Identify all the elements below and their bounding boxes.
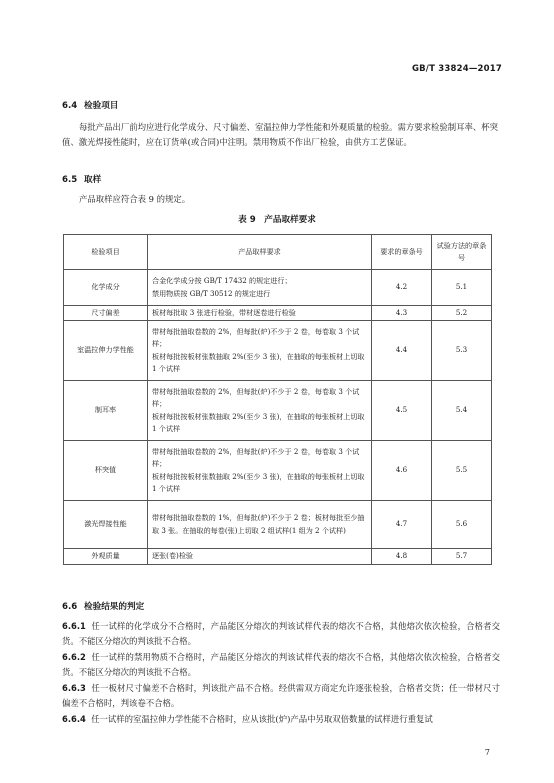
requirement-line: 逐张(卷)检验 (152, 551, 194, 561)
method-cell: 5.3 (432, 321, 492, 381)
clause-cell: 4.8 (372, 549, 432, 565)
requirement-line: 带材每批抽取卷数的 2%，但每批(炉)不少于 2 卷，每卷取 3 个试样； (152, 386, 360, 409)
clause-number: 6.6.3 (62, 683, 86, 693)
page-number: 7 (484, 748, 490, 757)
section-title: 检验项目 (84, 101, 119, 111)
item-cell: 室温拉伸力学性能 (64, 321, 148, 381)
method-cell: 5.2 (432, 306, 492, 321)
clause-cell: 4.5 (372, 381, 432, 441)
requirement-cell (148, 321, 372, 381)
clause-cell: 4.7 (372, 501, 432, 549)
requirement-line: 合金化学成分按 GB/T 17432 的规定进行； (152, 276, 292, 286)
clause-cell: 4.2 (372, 270, 432, 306)
section-6-5-heading (62, 173, 101, 185)
table-row (64, 270, 492, 306)
section-6-4-heading (62, 99, 118, 111)
requirement-cell (148, 381, 372, 441)
section-6-5-text: 产品取样应符合表 9 的规定。 (79, 194, 191, 204)
requirement-line: 板材每批按板材张数抽取 2%(至少 3 张)，在抽取的每张板材上切取 1 个试样 (152, 351, 365, 373)
section-6-6-heading (62, 600, 144, 612)
item-cell: 化学成分 (64, 270, 148, 306)
clause-cell: 4.3 (372, 306, 432, 321)
item-cell: 杯突值 (64, 441, 148, 501)
table-row (64, 381, 492, 441)
method-cell: 5.4 (432, 381, 492, 441)
table-row (64, 321, 492, 381)
table-header-row (64, 235, 492, 270)
section-title: 取样 (84, 175, 102, 185)
requirement-cell (148, 549, 372, 565)
requirement-cell (148, 270, 372, 306)
requirement-line: 带材每批抽取卷数的 2%，但每批(炉)不少于 2 卷，每卷取 3 个试样； (152, 326, 360, 349)
method-cell: 5.1 (432, 270, 492, 306)
clause-cell: 4.6 (372, 441, 432, 501)
table-row (64, 501, 492, 549)
clause-text: 任一试样的禁用物质不合格时，产品能区分熔次的判该试样代表的熔次不合格，其他熔次依次检验，合格者交货。不能区分熔次的判该批不合格。 (62, 652, 500, 677)
clause-number: 6.6.4 (62, 714, 86, 724)
item-cell: 制耳率 (64, 381, 148, 441)
table-caption: 表 9 产品取样要求 (238, 215, 316, 225)
section-number: 6.4 (62, 101, 78, 111)
header-cell: 要求的章条号 (372, 235, 432, 270)
requirement-line: 板材每批按板材张数抽取 2%(至少 3 张)，在抽取的每张板材上切取 1 个试样 (152, 471, 365, 493)
section-title: 检验结果的判定 (84, 602, 145, 612)
clause-text: 任一板材尺寸偏差不合格时，判该批产品不合格。经供需双方商定允许逐张检验，合格者交货；任一带材尺寸偏差不合格时，判该卷不合格。 (62, 683, 500, 708)
clause-text: 任一试样的室温拉伸力学性能不合格时，应从该批(炉)产品中另取双倍数量的试样进行重复试 (91, 714, 433, 724)
method-cell: 5.6 (432, 501, 492, 549)
standard-number: GB/T 33824—2017 (411, 64, 502, 74)
clause-number: 6.6.1 (62, 621, 86, 631)
requirement-cell (148, 501, 372, 549)
requirement-line: 禁用物质按 GB/T 30512 的规定进行 (152, 288, 271, 298)
method-cell: 5.5 (432, 441, 492, 501)
item-cell: 尺寸偏差 (64, 306, 148, 321)
header-cell: 检验项目 (64, 235, 148, 270)
item-cell: 激光焊接性能 (64, 501, 148, 549)
method-cell: 5.7 (432, 549, 492, 565)
table-row (64, 441, 492, 501)
header-cell: 试验方法的章条号 (432, 235, 492, 270)
clause-text: 任一试样的化学成分不合格时，产品能区分熔次的判该试样代表的熔次不合格，其他熔次依次检验，合格者交货。不能区分熔次的判该批不合格。 (62, 621, 500, 646)
section-number: 6.6 (62, 602, 78, 612)
section-number: 6.5 (62, 175, 78, 185)
clause-6-6-3 (62, 681, 500, 710)
requirement-cell (148, 306, 372, 321)
requirement-line: 带材每批抽取卷数的 2%，但每批(炉)不少于 2 卷，每卷取 3 个试样； (152, 446, 360, 469)
clause-6-6-2 (62, 650, 500, 679)
clause-6-6-4 (62, 712, 500, 727)
requirement-line: 带材每批抽取卷数的 1%，但每批(炉)不少于 2 卷；板材每批至少抽取 3 张。在抽取的每卷(张)上切取 2 组试样(1 组为 2 个试样) (152, 513, 365, 535)
clause-cell: 4.4 (372, 321, 432, 381)
requirement-line: 板材每批按板材张数抽取 2%(至少 3 张)，在抽取的每张板材上切取 1 个试样 (152, 411, 365, 433)
requirement-cell (148, 441, 372, 501)
item-cell: 外观质量 (64, 549, 148, 565)
sampling-requirements-table (63, 234, 492, 565)
clause-number: 6.6.2 (62, 652, 86, 662)
table-row (64, 549, 492, 565)
header-cell: 产品取样要求 (148, 235, 372, 270)
clause-6-6-1 (62, 619, 500, 648)
requirement-line: 板材每批取 3 张进行检验，带材逐卷进行检验 (152, 307, 296, 317)
section-6-4-text: 每批产品出厂前均应进行化学成分、尺寸偏差、室温拉伸力学性能和外观质量的检验。需方要求检验制耳率、杯突值、激光焊接性能时，应在订货单(或合同)中注明。禁用物质不作出厂检验，由供方工艺保证。 (62, 122, 498, 147)
table-row (64, 306, 492, 321)
